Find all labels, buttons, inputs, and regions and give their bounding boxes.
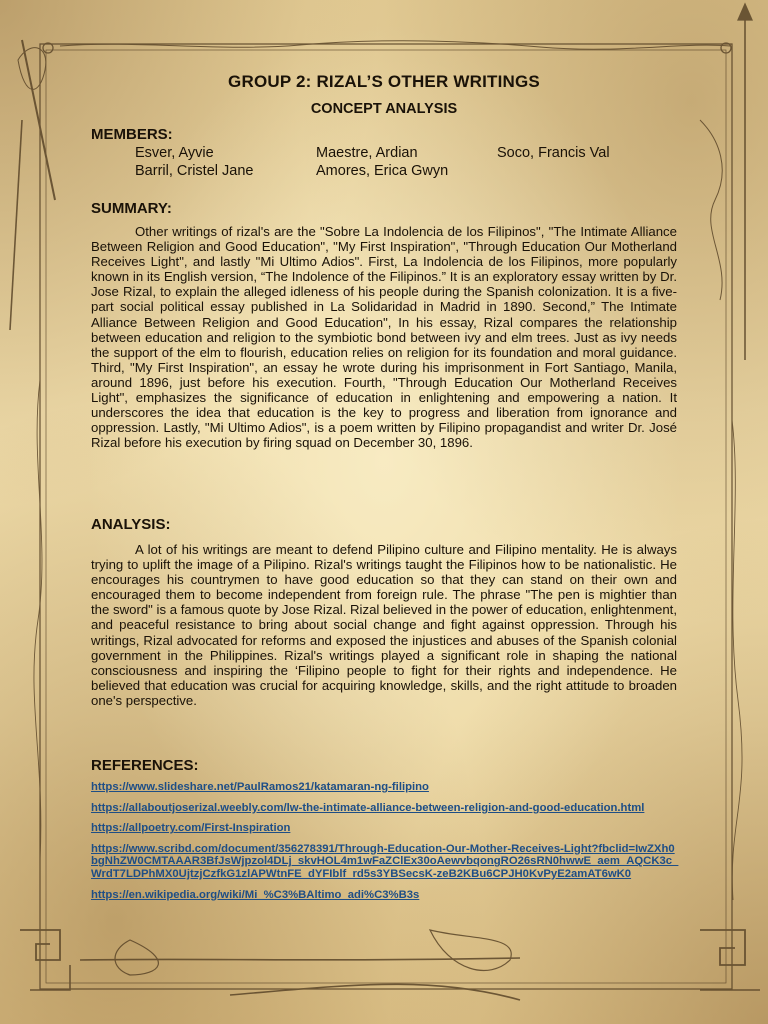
analysis-heading: ANALYSIS: [91,516,171,533]
summary-paragraph: Other writings of rizal's are the "Sobre La Indolencia de los Filipinos", "The Intimate Alliance Between Religion and Good Education", "My First Inspiration", "Through Education Our Motherland Receives Light", and lastly "Mi Ultimo Adios". First, La Indolencia de los Filipinos, more popularly known in its English version, “The Indolence of the Filipinos.” It is an exploratory essay written by Dr. Jose Rizal, to explain the alleged idleness of his people during the Spanish colonization. It is a five-part social political essay published in La Solidaridad in Madrid in 1890. Second,” The Intimate Alliance Between Religion and Good Education", In his essay, Rizal compares the relationship between education and religion to the symbiotic bond between ivy and elm trees. Just as ivy needs the support of the elm to flourish, education relies on religion for its foundation and moral guidance. Third, "My First Inspiration", an essay he wrote during his imprisonment in Fort Santiago, Manila, around 1896, just before his execution. Fourth, "Through Education Our Motherland Receives Light", emphasizes the significance of education in enlightening and empowering a nation. It underscores the idea that education is the key to progress and liberation from ignorance and oppression. Lastly, "Mi Ultimo Adios", is a poem written by Filipino propagandist and writer Dr. José Rizal before his execution by firing squad on December 30, 1896. [91,224,677,451]
reference-link[interactable]: https://en.wikipedia.org/wiki/Mi_%C3%BAltimo_adi%C3%B3s [91,888,420,901]
reference-link[interactable]: https://allaboutjoserizal.weebly.com/lw-the-intimate-alliance-between-religion-and-good-education.html [91,801,645,814]
summary-heading: SUMMARY: [91,200,172,217]
member-name: Amores, Erica Gwyn [316,163,449,179]
member-name: Esver, Ayvie [135,145,214,161]
reference-link[interactable]: https://www.slideshare.net/PaulRamos21/katamaran-ng-filipino [91,781,429,793]
member-name: Maestre, Ardian [316,145,418,161]
members-heading: MEMBERS: [91,126,173,143]
members-list [135,144,655,180]
member-name: Barril, Cristel Jane [135,163,254,179]
document-title: GROUP 2: RIZAL’S OTHER WRITINGS [228,72,540,91]
member-name: Soco, Francis Val [497,145,610,161]
reference-link[interactable]: https://allpoetry.com/First-Inspiration [91,822,291,835]
references-heading: REFERENCES: [91,757,199,774]
references-list [91,781,681,909]
reference-link[interactable]: https://www.scribd.com/document/356278391/Through-Education-Our-Mother-Receives-Light?fbclid=IwZXh0bgNhZW0CMTAAAR3BfJsWjpzol4DLj_skvHOL4m1wFaZClEx30oAewvbqongRO26sRN0hwwE_aem_AQCK3c_WrdT7LDPhMX0UjtzjCzfkG1zlAPWtnFE_dYFIblf_rd5s3YBSecsK-zeB2KBu6CPJH0KvPyE2amAT6wK0 [91,842,679,880]
document-subtitle: CONCEPT ANALYSIS [310,101,458,117]
analysis-paragraph: A lot of his writings are meant to defend Pilipino culture and Filipino mentality. He is always trying to uplift the image of a Pilipino. Rizal's writings taught the Filipinos how to be nationalistic. He encourages his countrymen to have good education so that they can stand on their own and encouraged them to become independent from foreign rule. The phrase "The pen is mightier than the sword" is a famous quote by Jose Rizal. Rizal believed in the power of education, enlightenment, and peaceful resistance to bring about social change and fight against oppression. Through his writings, Rizal advocated for reforms and exposed the injustices and abuses of the Spanish colonial government in the Philippines. Rizal's writings played a significant role in shaping the national consciousness and inspiring the ‘Filipino people to fight for their rights and independence. He believed that education was crucial for acquiring knowledge, skills, and the right attitude to broaden one's perspective. [91,542,677,708]
